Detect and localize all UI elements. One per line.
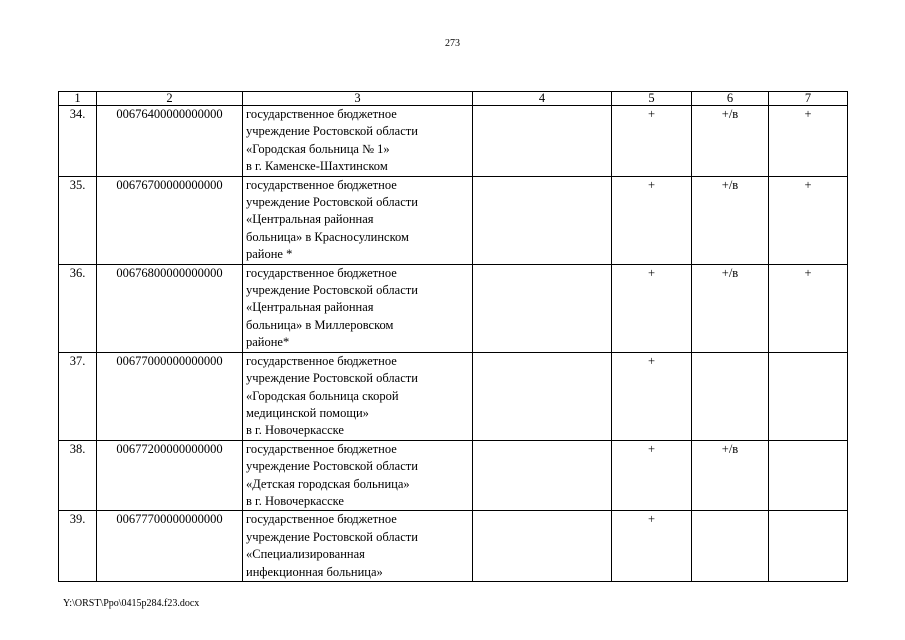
column-header-4: 4 — [473, 92, 612, 106]
institution-name: государственное бюджетное учреждение Ростовской области «Городская больница № 1» в г. Каменске-Шахтинском — [243, 106, 473, 177]
column-7-cell — [769, 511, 848, 582]
column-6-cell: +/в — [692, 264, 769, 352]
institution-name: государственное бюджетное учреждение Ростовской области «Центральная районная больница» в Красносулинском районе * — [243, 176, 473, 264]
column-6-cell: +/в — [692, 106, 769, 177]
column-4-cell — [473, 352, 612, 440]
column-5-cell: + — [612, 264, 692, 352]
registry-code: 00677200000000000 — [97, 440, 243, 511]
column-5-cell: + — [612, 352, 692, 440]
column-5-cell: + — [612, 511, 692, 582]
column-4-cell — [473, 176, 612, 264]
table-row — [59, 440, 848, 511]
header-row — [59, 92, 848, 106]
table-row — [59, 264, 848, 352]
row-number: 34. — [59, 106, 97, 177]
institution-name: государственное бюджетное учреждение Ростовской области «Городская больница скорой медицинской помощи» в г. Новочеркасске — [243, 352, 473, 440]
column-7-cell: + — [769, 176, 848, 264]
column-6-cell: +/в — [692, 440, 769, 511]
column-header-7: 7 — [769, 92, 848, 106]
column-6-cell — [692, 511, 769, 582]
institution-name: государственное бюджетное учреждение Ростовской области «Детская городская больница» в г. Новочеркасске — [243, 440, 473, 511]
table-row — [59, 511, 848, 582]
column-5-cell: + — [612, 106, 692, 177]
row-number: 39. — [59, 511, 97, 582]
registry-table — [58, 91, 848, 582]
registry-code: 00676400000000000 — [97, 106, 243, 177]
column-7-cell — [769, 352, 848, 440]
registry-code: 00677000000000000 — [97, 352, 243, 440]
column-4-cell — [473, 106, 612, 177]
column-7-cell: + — [769, 264, 848, 352]
table-row — [59, 106, 848, 177]
registry-code: 00676700000000000 — [97, 176, 243, 264]
column-7-cell — [769, 440, 848, 511]
column-7-cell: + — [769, 106, 848, 177]
table-row — [59, 176, 848, 264]
row-number: 37. — [59, 352, 97, 440]
column-5-cell: + — [612, 440, 692, 511]
row-number: 35. — [59, 176, 97, 264]
row-number: 38. — [59, 440, 97, 511]
institution-name: государственное бюджетное учреждение Ростовской области «Центральная районная больница» в Миллеровском районе* — [243, 264, 473, 352]
column-header-5: 5 — [612, 92, 692, 106]
row-number: 36. — [59, 264, 97, 352]
column-header-3: 3 — [243, 92, 473, 106]
column-4-cell — [473, 264, 612, 352]
column-header-6: 6 — [692, 92, 769, 106]
column-5-cell: + — [612, 176, 692, 264]
column-4-cell — [473, 511, 612, 582]
footer-file-path: Y:\ORST\Ppo\0415p284.f23.docx — [63, 598, 200, 609]
registry-code: 00676800000000000 — [97, 264, 243, 352]
table-row — [59, 352, 848, 440]
registry-code: 00677700000000000 — [97, 511, 243, 582]
column-4-cell — [473, 440, 612, 511]
column-6-cell: +/в — [692, 176, 769, 264]
institution-name: государственное бюджетное учреждение Ростовской области «Специализированная инфекционная больница» — [243, 511, 473, 582]
column-6-cell — [692, 352, 769, 440]
column-header-2: 2 — [97, 92, 243, 106]
page-number: 273 — [445, 38, 460, 49]
column-header-1: 1 — [59, 92, 97, 106]
